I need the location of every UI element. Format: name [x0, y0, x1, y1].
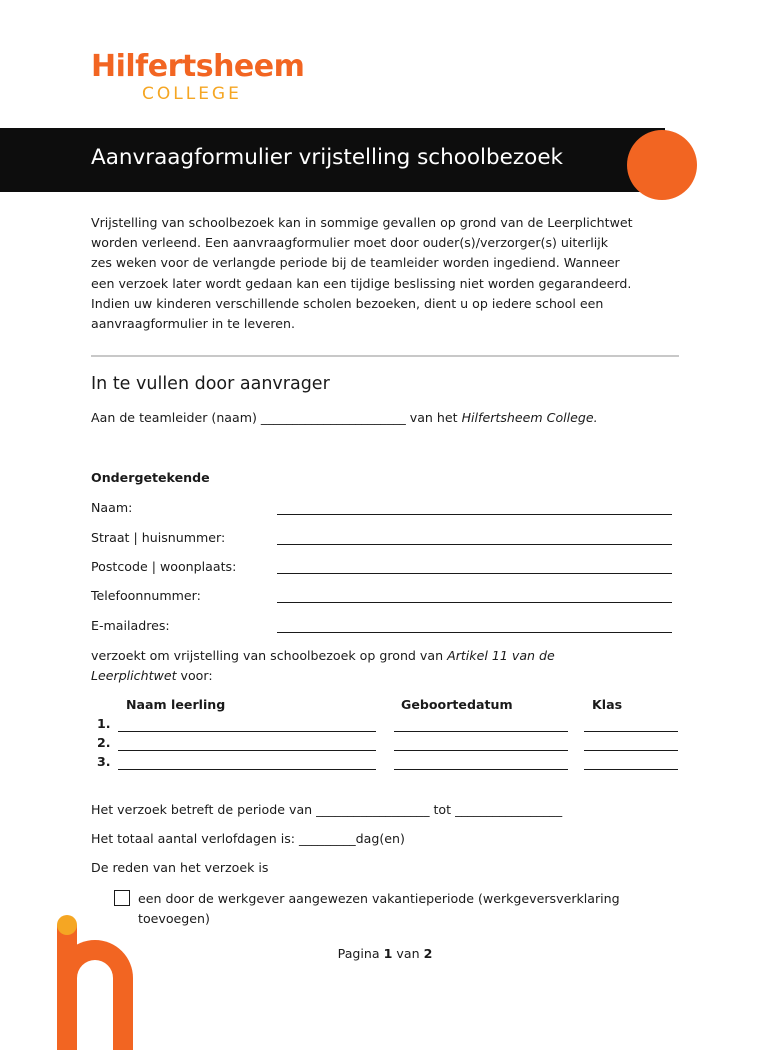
period-line: Het verzoek betreft de periode van __________________ tot _________________	[91, 802, 563, 817]
row-number-1: 1.	[97, 716, 111, 731]
row-1-name-line[interactable]	[118, 731, 376, 732]
field-label-email: E-mailadres:	[91, 618, 170, 633]
reason-checkbox-1[interactable]	[114, 890, 130, 906]
row-1-birthdate-line[interactable]	[394, 731, 568, 732]
reason-heading: De reden van het verzoek is	[91, 860, 269, 875]
row-3-class-line[interactable]	[584, 769, 678, 770]
row-2-name-line[interactable]	[118, 750, 376, 751]
field-line-naam[interactable]	[277, 514, 672, 515]
intro-line: worden verleend. Een aanvraagformulier moet door ouder(s)/verzorger(s) uiterlijk	[91, 235, 609, 251]
footer-total-pages: 2	[423, 946, 433, 961]
footer-middle: van	[392, 946, 424, 961]
brand-h-stem-icon	[57, 925, 77, 1024]
request-voor: voor:	[176, 668, 213, 683]
row-2-birthdate-line[interactable]	[394, 750, 568, 751]
total-days-line: Het totaal aantal verlofdagen is: _________dag(en)	[91, 831, 405, 846]
intro-line: Indien uw kinderen verschillende scholen bezoeken, dient u op iedere school een	[91, 295, 604, 311]
section-title: In te vullen door aanvrager	[91, 374, 330, 394]
request-line-2	[91, 668, 213, 683]
request-prefix: verzoekt om vrijstelling van schoolbezoek op grond van	[91, 648, 448, 663]
logo-subtitle: COLLEGE	[142, 84, 242, 104]
intro-line: Vrijstelling van schoolbezoek kan in sommige gevallen op grond van de Leerplichtwet	[91, 215, 633, 230]
row-3-birthdate-line[interactable]	[394, 769, 568, 770]
field-line-telefoon[interactable]	[277, 602, 672, 603]
brand-h-dot-icon	[57, 915, 77, 935]
reason-option-1-label: een door de werkgever aangewezen vakantieperiode (werkgeversverklaring toevoegen)	[138, 891, 620, 927]
field-label-straat: Straat | huisnummer:	[91, 530, 226, 545]
header-naam-leerling: Naam leerling	[126, 697, 226, 712]
request-law: Leerplichtwet	[91, 668, 177, 683]
teamleider-prefix: Aan de teamleider (naam) _______________________ van het	[91, 410, 462, 425]
decorative-circle-icon	[627, 130, 697, 200]
field-label-telefoon: Telefoonnummer:	[91, 588, 201, 603]
intro-paragraph	[91, 213, 691, 334]
field-label-postcode: Postcode | woonplaats:	[91, 559, 237, 574]
request-line-1	[91, 648, 555, 663]
field-line-postcode[interactable]	[277, 573, 672, 574]
page-title: Aanvraagformulier vrijstelling schoolbezoek	[91, 145, 563, 170]
field-label-naam: Naam:	[91, 500, 133, 515]
field-line-straat[interactable]	[277, 544, 672, 545]
logo-name: Hilfertsheem	[91, 49, 305, 84]
intro-line: aanvraagformulier in te leveren.	[91, 316, 296, 332]
header-geboortedatum: Geboortedatum	[401, 697, 513, 712]
teamleider-school: Hilfertsheem College.	[461, 410, 598, 425]
intro-line: een verzoek later wordt gedaan kan een tijdige beslissing niet worden gegarandeerd.	[91, 275, 632, 291]
teamleider-line	[91, 410, 598, 425]
row-number-3: 3.	[97, 754, 111, 769]
intro-line: zes weken voor de verlangde periode bij de teamleider worden ingediend. Wanneer	[91, 255, 620, 271]
request-article: Artikel 11 van de	[447, 648, 555, 663]
header-klas: Klas	[592, 697, 623, 712]
section-divider	[91, 355, 679, 357]
field-line-email[interactable]	[277, 632, 672, 633]
footer-prefix: Pagina	[337, 946, 384, 961]
footer-current-page: 1	[383, 946, 393, 961]
signer-heading: Ondergetekende	[91, 470, 210, 485]
row-1-class-line[interactable]	[584, 731, 678, 732]
row-3-name-line[interactable]	[118, 769, 376, 770]
row-2-class-line[interactable]	[584, 750, 678, 751]
row-number-2: 2.	[97, 735, 111, 750]
